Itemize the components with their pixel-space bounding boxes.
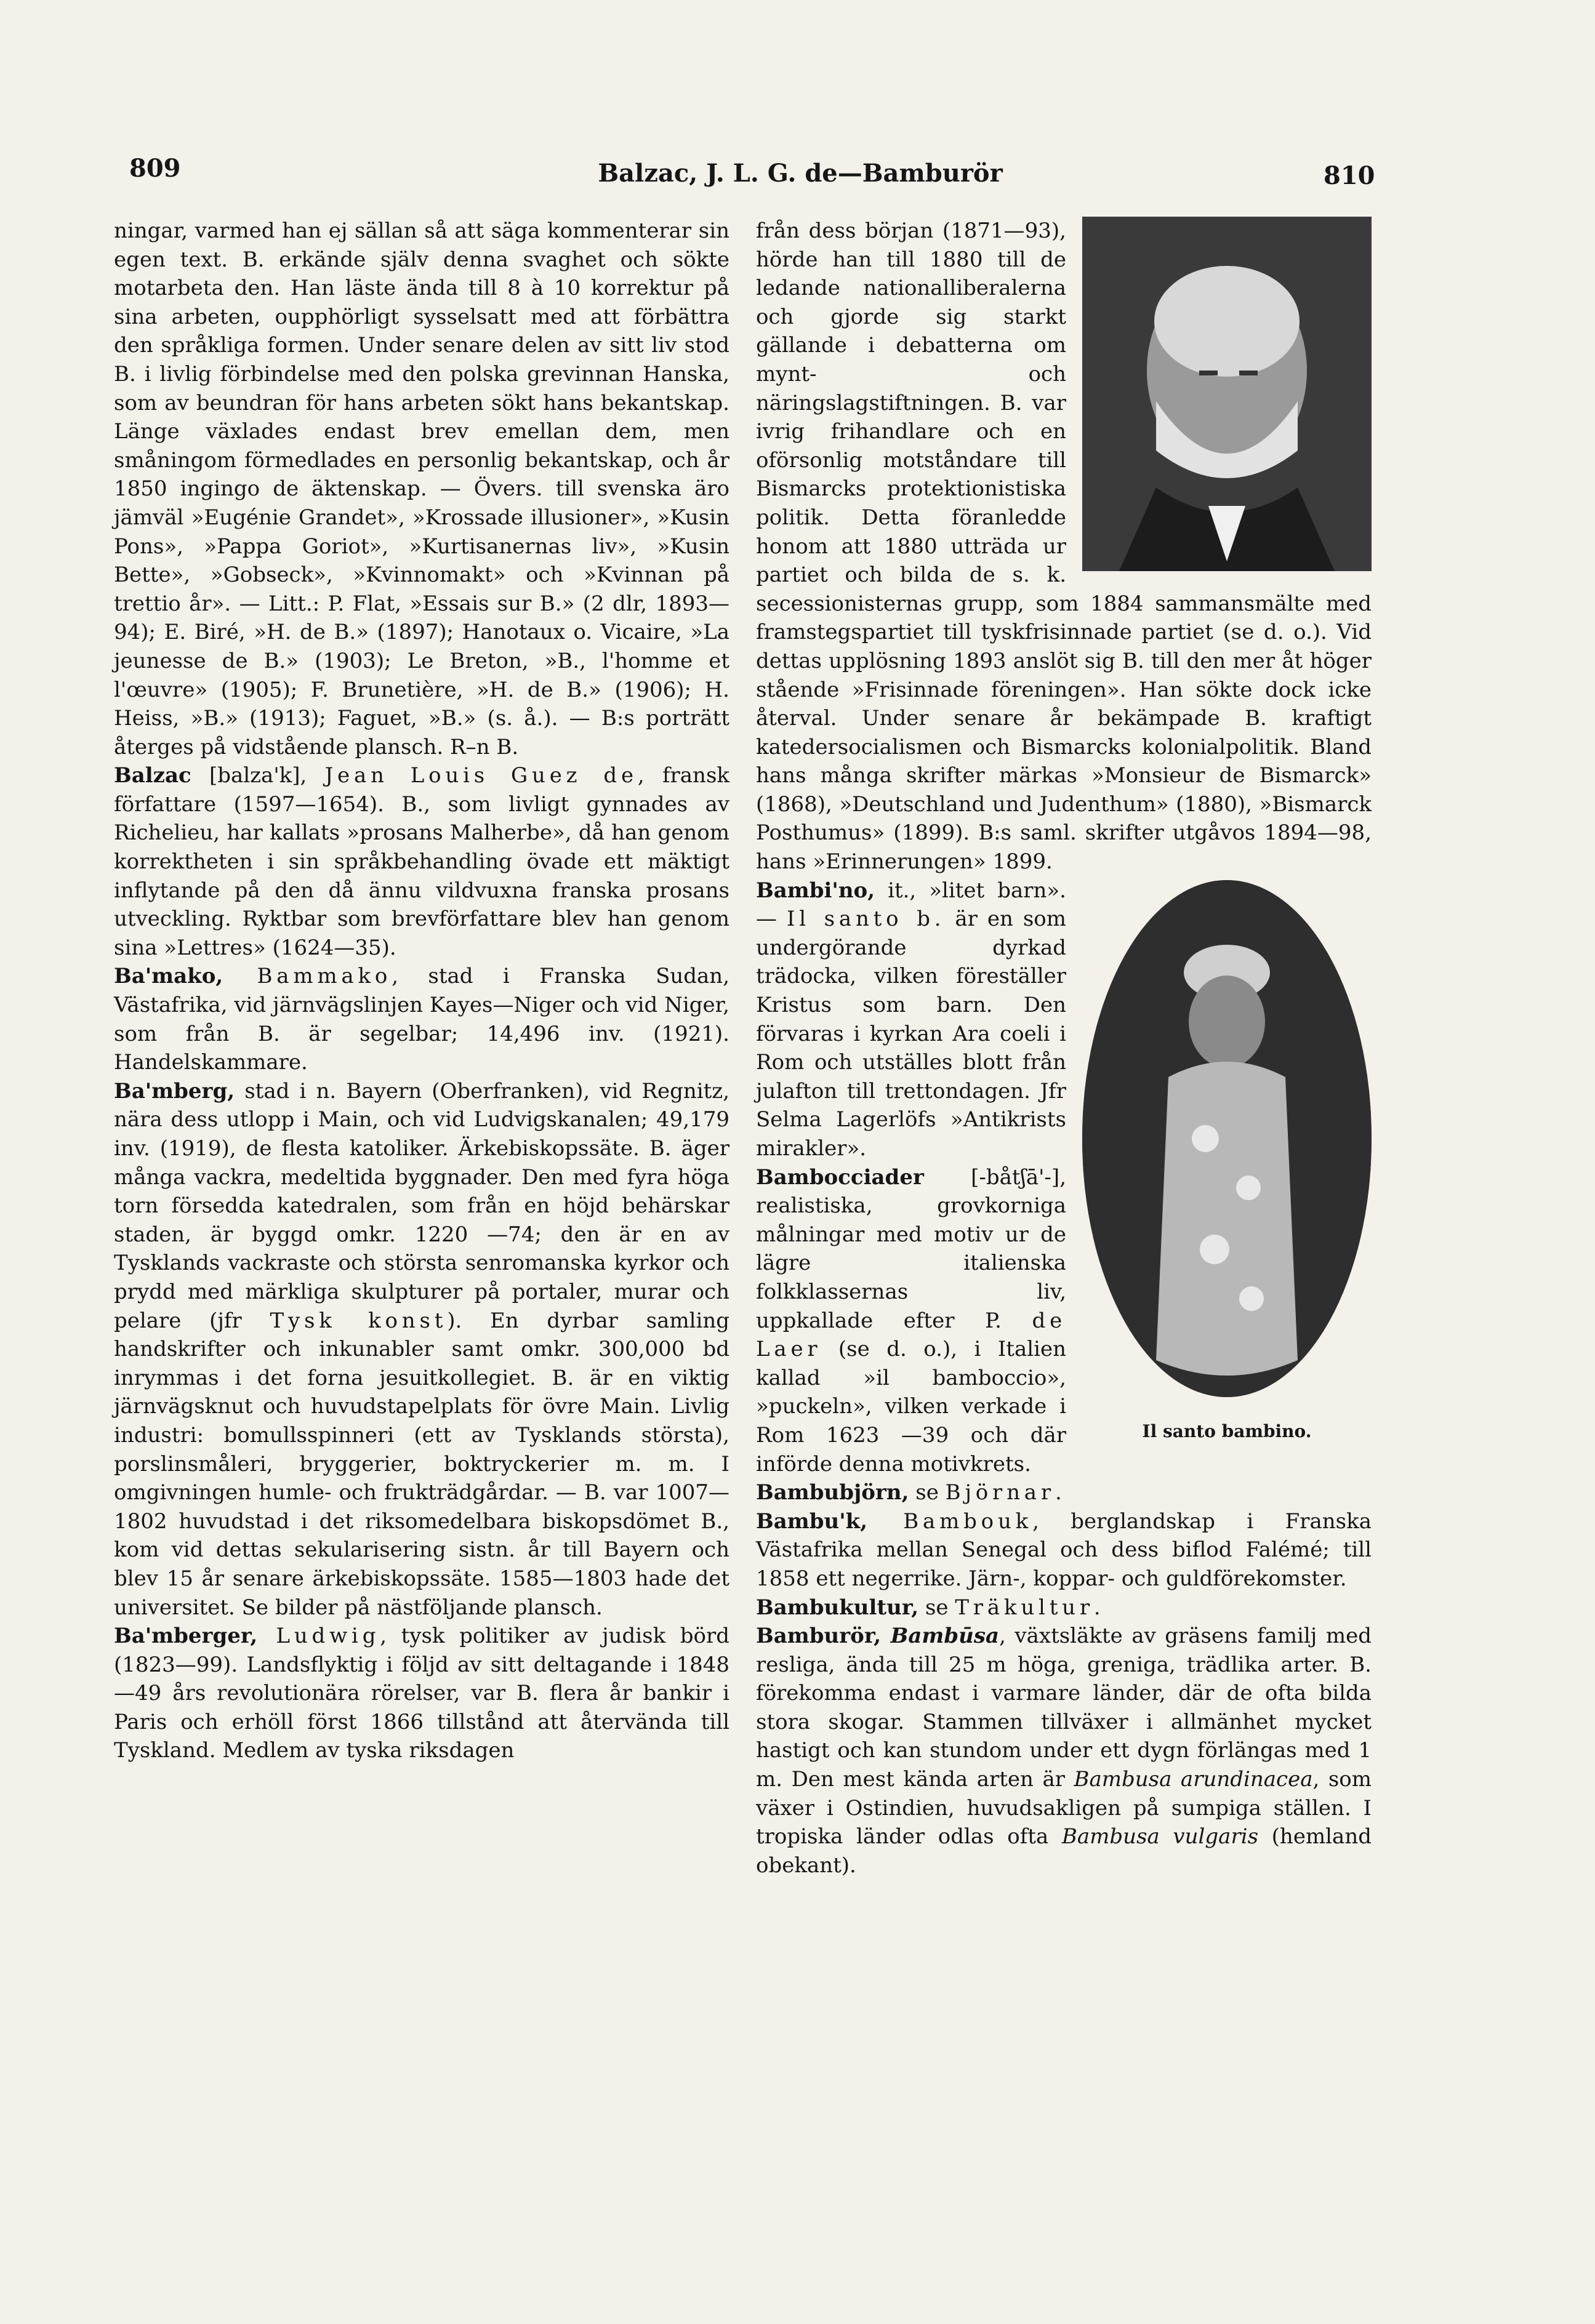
bambino-image [1082,880,1372,1397]
entry-bambino: Bambi'no, it., »litet barn». — Il santo b. är en som undergörande dyrkad trädocka, vilken föreställer Kristus som barn. Den förvaras i kyrkan Ara coeli i Rom och utställes blott från julafton till trettondagen. Jfr Selma Lagerlöfs »Antikrists mirakler». [756,878,1067,1161]
headword: Bambukultur, [756,1595,919,1620]
entry-bambuk: Bambu'k, Bambouk, berglandskap i Franska Västafrika mellan Senegal och dess biflod Falémé; till 1858 ett negerrike. Järn-, koppar- och guldförekomster. [756,1509,1372,1591]
bambino-figure [1082,880,1372,1446]
headword: Balzac [114,763,191,788]
headword: Bambu'k, [756,1509,868,1534]
left-column [114,217,729,1765]
entry-bambocciader: Bambocciader [-båtʃā'-], realistiska, grovkorniga målningar med motiv ur de lägre italienska folkklassernas liv, uppkallade efter P. de Laer (se d. o.), i Italien kallad »il bamboccio», »puckeln», vilken verkade i Rom 1623 —39 och där införde denna motivkrets. [756,1164,1066,1477]
entry-balzac-guez: Balzac [balza'k], Jean Louis Guez de, fransk författare (1597—1654). B., som livligt gynnades av Richelieu, har kallats »prosans Malherbe», då han genom korrektheten i sin språkbehandling övade ett mäktigt inflytande på den då ännu vildvuxna franska prosans utveckling. Ryktbar som brevförfattare blev han genom sina »Lettres» (1624—35). [114,763,729,960]
entry-bambubjorn: Bambubjörn, se Björnar. [756,1480,1062,1505]
page-number-left: 809 [129,154,181,183]
right-column [756,217,1372,1880]
portrait-photo [1082,217,1372,571]
headword: Ba'mberg, [114,1078,235,1104]
headword: Ba'mako, [114,964,223,989]
headword: Bamburör, [756,1624,882,1649]
bambino-caption: Il santo bambino. [1142,1421,1312,1442]
portrait-image [1082,217,1372,571]
entry-bamako: Ba'mako, Bammako, stad i Franska Sudan, Västafrika, vid järnvägslinjen Kayes—Niger och vid Niger, som från B. är segelbar; 14,496 inv. (1921). Handelskammare. [114,964,729,1075]
headword: Bambubjörn, [756,1480,909,1505]
entry-bamberger: Ba'mberger, Ludwig, tysk politiker av judisk börd (1823—99). Landsflyktig i följd av sitt deltagande i 1848—49 års revolutionära rörelser, var B. flera år bankir i Paris och erhöll först 1866 tillstånd att återvända till Tyskland. Medlem av tyska riksdagen [114,1624,730,1763]
headword: Bambocciader [756,1164,924,1190]
entry-bambukultur: Bambukultur, se Träkultur. [756,1595,1101,1620]
balzac-honore-continuation: ningar, varmed han ej sällan så att säga kommenterar sin egen text. B. erkände själv denna svaghet och sökte motarbeta den. Han läste ända till 8 à 10 korrektur på sina arbeten, oupphörligt sysselsatt med att förbättra den språkliga formen. Under senare delen av sitt liv stod B. i livlig förbindelse med den polska grevinnan Hanska, som av beundran för hans arbeten sökt hans bekantskap. Länge växlades endast brev emellan dem, men småningom förmedlades en personlig bekantskap, och år 1850 ingingo de äktenskap. — Övers. till svenska äro jämväl »Eugénie Grandet», »Krossade illusioner», »Kusin Pons», »Pappa Goriot», »Kurtisanernas liv», »Kusin Bette», »Gobseck», »Kvinnomakt» och »Kvinnan på trettio år». — Litt.: P. Flat, »Essais sur B.» (2 dlr, 1893—94); E. Biré, »H. de B.» (1897); Hanotaux o. Vicaire, »La jeunesse de B.» (1903); Le Breton, »B., l'homme et l'œuvre» (1905); F. Brunetière, »H. de B.» (1906); H. Heiss, »B.» (1913); Faguet, »B.» (s. å.). — B:s porträtt återges på vidstående plansch. R–n B. [114,218,729,759]
entry-bamburor: Bamburör, Bambūsa, växtsläkte av gräsens familj med resliga, ända till 25 m höga, greniga, trädlika arter. B. förekomma endast i varmare länder, där de ofta bilda stora skogar. Stammen tillväxer i allmänhet mycket hastigt och kan stundom under ett dygn förlängas med 1 m. Den mest kända arten är Bambusa arundinacea, som växer i Ostindien, huvudsakligen på sumpiga ställen. I tropiska länder odlas ofta Bambusa vulgaris (hemland obekant). [756,1624,1372,1878]
bambino-photo [1082,880,1372,1397]
headword: Bambi'no, [756,878,875,903]
entry-bamberg: Ba'mberg, stad i n. Bayern (Oberfranken), vid Regnitz, nära dess utlopp i Main, och vid Ludvigskanalen; 49,179 inv. (1919), de flesta katoliker. Ärkebiskopssäte. B. äger många vackra, medeltida byggnader. Den med fyra höga torn försedda katedralen, som från en höjd behärskar staden, är byggd omkr. 1220 —74; den är en av Tysklands vackraste och största senromanska kyrkor och prydd med märkliga skulpturer på portaler, murar och pelare (jfr Tysk konst). En dyrbar samling handskrifter och inkunabler samt omkr. 300,000 bd inrymmas i det forna jesuitkollegiet. B. är en viktig järnvägsknut och huvudstapelplats för övre Main. Livlig industri: bomullsspinneri (ett av Tysklands största), porslinsmåleri, bryggerier, boktryckerier m. m. I omgivningen humle- och frukträdgårdar. — B. var 1007—1802 huvudstad i det riksomedelbara biskopsdömet B., kom vid dettas sekularisering sistn. år till Bayern och blev 15 år senare ärkebiskopssäte. 1585—1803 hade det universitet. Se bilder på nästföljande plansch. [114,1078,729,1620]
bamberger-continuation: från dess början (1871—93), hörde han till 1880 till de ledande nationalliberalerna och gjorde sig starkt gällande i debatterna om mynt- och näringslagstiftningen. B. var ivrig frihandlare och en oförsonlig motståndare till Bismarcks protektionistiska politik. Detta föranledde honom att 1880 utträda ur partiet och bilda de s. k. secessionisternas grupp, som 1884 sammansmälte med framstegspartiet till tyskfrisinnade partiet (se d. o.). Vid dettas upplösning 1893 anslöt sig B. till den mer åt höger stående »Frisinnade föreningen». Han sökte dock icke återval. Under senare år bekämpade B. kraftigt katedersocialismen och Bismarcks kolonialpolitik. Bland hans många skrifter märkas »Monsieur de Bismarck» (1868), »Deutschland und Judenthum» (1880), »Bismarck Posthumus» (1899). B:s saml. skrifter utgåvos 1894—98, hans »Erinnerungen» 1899. [756,218,1372,875]
running-title: Balzac, J. L. G. de—Bamburör [598,159,1003,188]
headword: Ba'mberger, [114,1624,258,1649]
page-number-right: 810 [1324,161,1375,190]
